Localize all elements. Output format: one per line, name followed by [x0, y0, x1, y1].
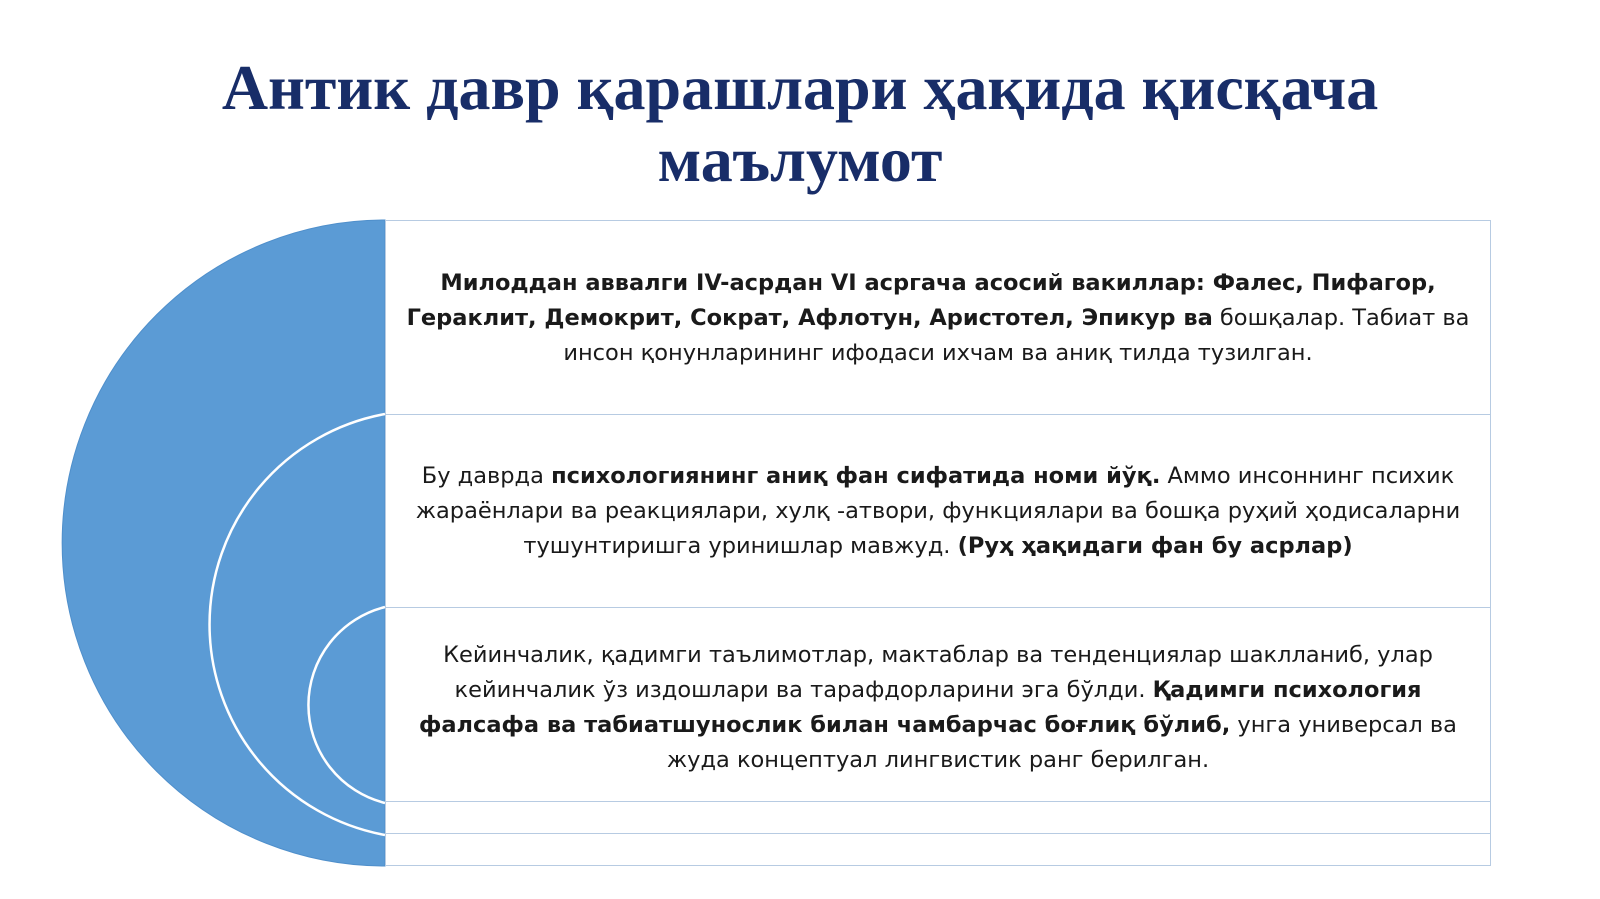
slide-title-line-1: Антик давр қарашлари ҳақида қисқача — [221, 52, 1379, 123]
empty-row-2 — [385, 833, 1491, 866]
slide-title-line-2: маълумот — [657, 124, 943, 195]
bold-text-fragment: Қадимги психология фалсафа ва табиатшунослик билан чамбарчас боғлиқ бўлиб, — [419, 677, 1422, 738]
bold-text-fragment: Милоддан аввалги IV-асрдан VI асргача асосий вакиллар: Фалес, Пифагор, Гераклит, Демокрит, Сократ, Афлотун, Аристотел, Эпикур ва — [406, 269, 1436, 331]
text-fragment: Кейинчалик, қадимги таълимотлар, мактаблар ва тенденциялар шаклланиб, улар кейинчалик ўз издошлари ва тарафдорларини эга бўлди. — [443, 642, 1433, 703]
outer-arc — [62, 220, 385, 866]
text-block-1-content — [398, 266, 1478, 371]
text-fragment: унга универсал ва жуда концептуал лингвистик ранг берилган. — [666, 712, 1457, 773]
text-block-3 — [385, 607, 1491, 803]
text-block-1 — [385, 220, 1491, 416]
text-fragment: Аммо инсоннинг психик жараёнлари ва реакциялари, хулқ -атвори, функциялари ва бошқа руҳий ҳодисаларни тушунтиришга уринишлар мавжуд. — [415, 463, 1461, 559]
bold-text-fragment: психологиянинг аниқ фан сифатида номи йўқ. — [551, 463, 1161, 489]
text-block-3-content — [398, 638, 1478, 778]
text-fragment: Бу даврда — [421, 463, 552, 489]
text-block-2 — [385, 414, 1491, 609]
empty-row-1 — [385, 801, 1491, 835]
bold-text-fragment: (Руҳ ҳақидаги фан бу асрлар) — [957, 533, 1353, 559]
text-block-2-content — [398, 459, 1478, 564]
text-fragment: бошқалар. Табиат ва инсон қонунларининг ифодаси ихчам ва аниқ тилда тузилган. — [563, 304, 1470, 366]
